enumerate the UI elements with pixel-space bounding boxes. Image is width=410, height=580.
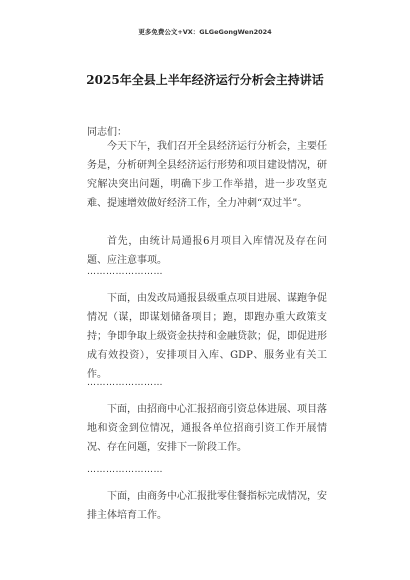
paragraph-statistics	[87, 232, 327, 270]
separator-dots: ……………………	[87, 267, 163, 277]
separator-dots: ……………………	[87, 378, 163, 388]
paragraph-text: 今天下午，我们召开全县经济运行分析会，主要任务是，分析研判全县经济运行形势和项目建设情况，研究解决突出问题，明确下步工作举措，进一步攻坚克难、提速增效做好经济工作，全力冲刺“双过半”。	[87, 141, 327, 209]
document-title: 2025年全县上半年经济运行分析会主持讲话	[86, 73, 324, 87]
paragraph-development	[87, 289, 327, 384]
paragraph-text: 下面，由招商中心汇报招商引资总体进展、项目落地和资金到位情况，通报各单位招商引资工作开展情况、存在问题，安排下一阶段工作。	[87, 404, 327, 453]
paragraph-text: 首先，由统计局通报6月项目入库情况及存在问题、应注意事项。	[87, 236, 327, 266]
paragraph-investment	[87, 400, 327, 457]
salutation: 同志们：	[87, 127, 127, 138]
separator-dots: ……………………	[87, 465, 163, 475]
paragraph-text: 下面，由商务中心汇报批零住餐指标完成情况，安排主体培育工作。	[87, 491, 327, 521]
paragraph-text: 下面，由发改局通报县级重点项目进展、谋跑争促情况（谋，即谋划储备项目；跑，即跑办重大政策支持；争即争取上级资金扶持和金融贷款；促，即促进形成有效投资），安排项目入库、GDP、服务业有关工作。	[87, 293, 327, 380]
paragraph-intro	[87, 137, 327, 213]
paragraph-commerce	[87, 487, 327, 525]
header-note: 更多免费公文+VX：GLGeGongWen2024	[138, 28, 272, 36]
